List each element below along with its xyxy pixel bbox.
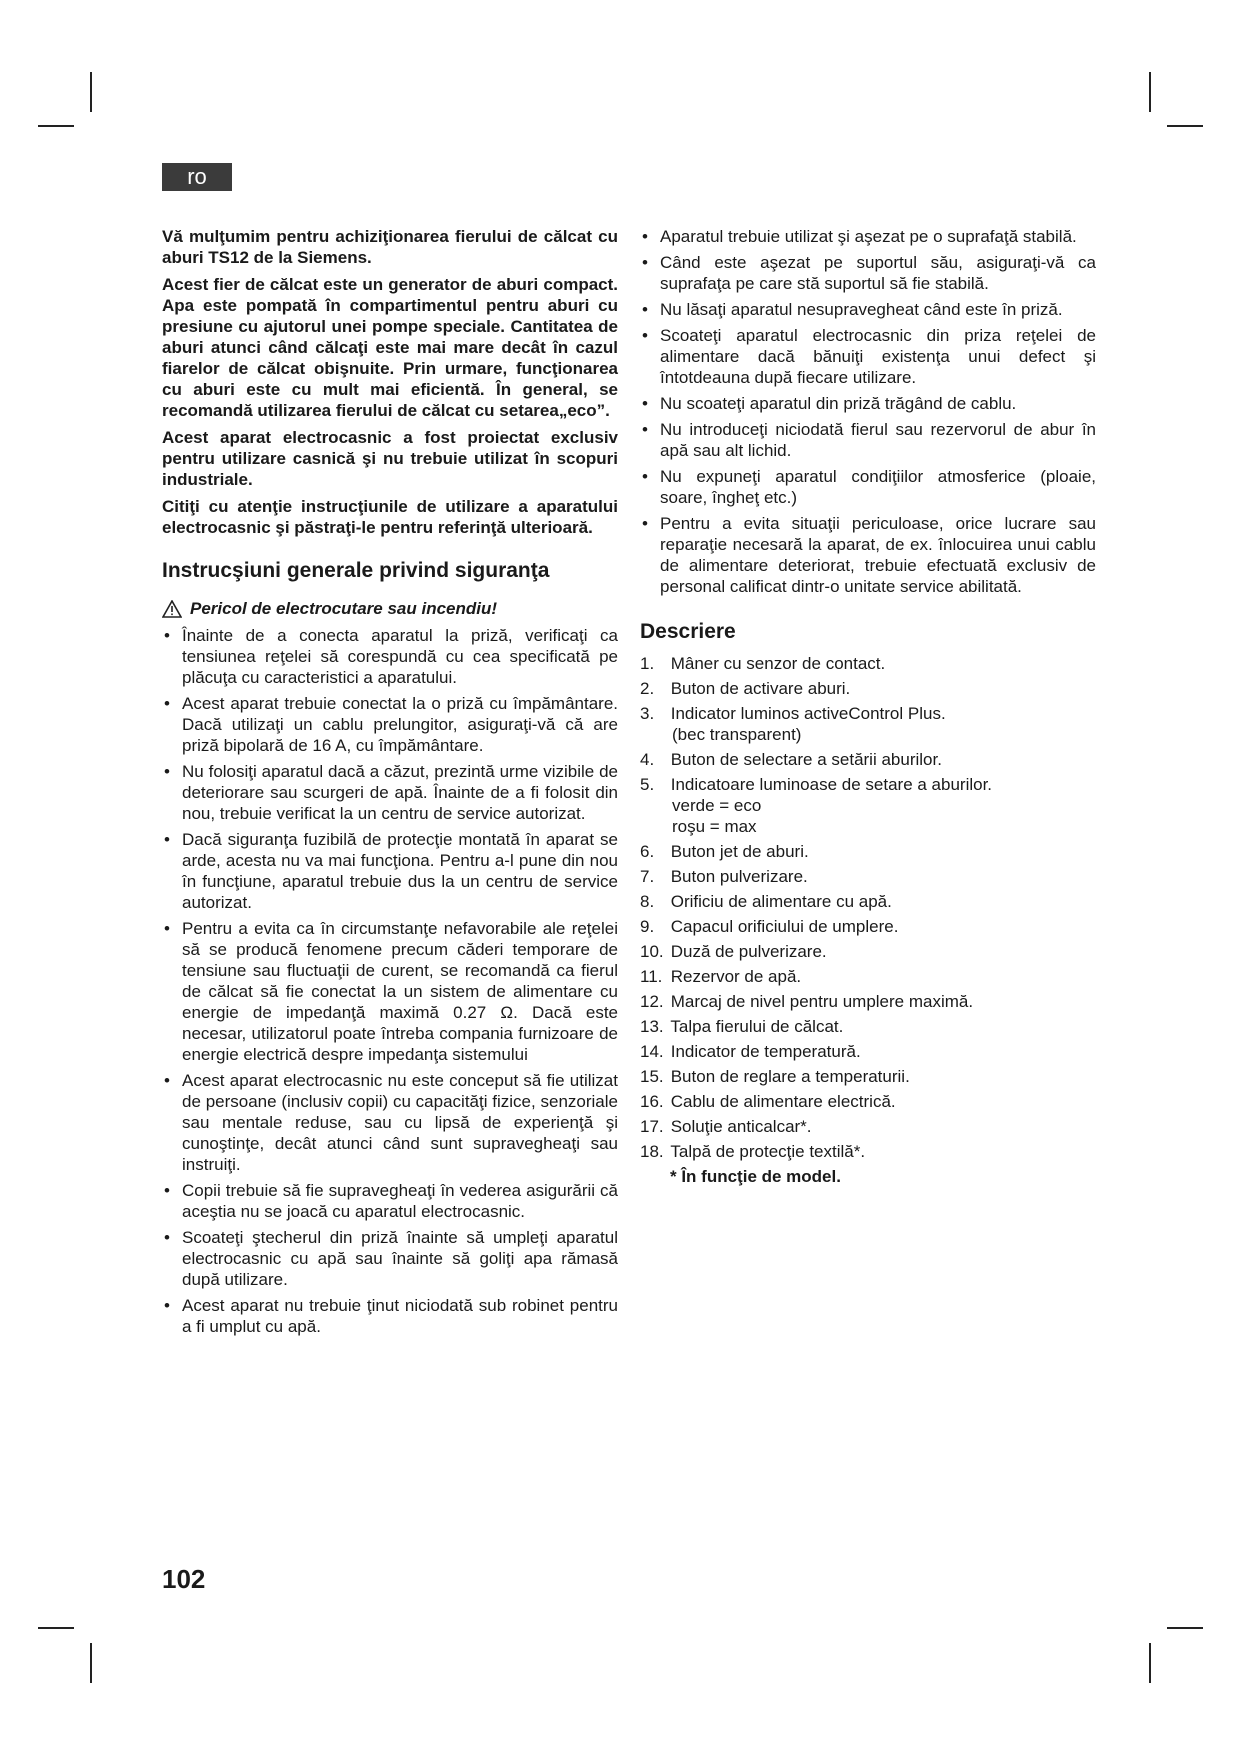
safety-item: • Copii trebuie să fie supravegheaţi în vederea asigurării că aceştia nu se joacă cu aparatul electrocasnic. <box>162 1180 618 1222</box>
safety-item: • Dacă siguranţa fuzibilă de protecţie montată în aparat se arde, acesta nu va mai funcţiona. Pentru a-l pune din nou în funcţiune, aparatul trebuie dus la un centru de service autorizat. <box>162 829 618 913</box>
item-text: Mâner cu senzor de contact. <box>666 654 886 673</box>
description-item <box>640 703 1096 745</box>
safety-item: • Înainte de a conecta aparatul la priză, verificaţi ca tensiunea reţelei să corespundă cu cea specificată pe plăcuţa cu caracteristici a aparatului. <box>162 625 618 688</box>
item-text: Talpă de protecţie textilă*. <box>666 1142 866 1161</box>
item-text: Duză de pulverizare. <box>666 942 827 961</box>
safety-heading: Instrucşiuni generale privind siguranţa <box>162 559 550 582</box>
item-number: 13. <box>640 1017 664 1036</box>
description-item <box>640 941 1096 962</box>
description-item <box>640 1091 1096 1112</box>
crop-mark <box>1149 1643 1151 1683</box>
description-item <box>640 1141 1096 1162</box>
item-number: 4. <box>640 750 655 769</box>
safety-item: • Scoateţi aparatul electrocasnic din priza reţelei de alimentare dacă bănuiţi existenţa unui defect şi întotdeauna după fiecare utilizare. <box>640 325 1096 388</box>
item-text: Cablu de alimentare electrică. <box>666 1092 896 1111</box>
crop-mark <box>1167 125 1203 127</box>
safety-item: • Nu introduceţi niciodată fierul sau rezervorul de abur în apă sau alt lichid. <box>640 419 1096 461</box>
model-note: * În funcţie de model. <box>670 1167 841 1186</box>
item-number: 18. <box>640 1142 664 1161</box>
item-subtext: verde = eco <box>672 796 762 815</box>
description-list <box>640 653 1096 1162</box>
description-item <box>640 991 1096 1012</box>
safety-item: • Acest aparat trebuie conectat la o priză cu împământare. Dacă utilizaţi un cablu prelungitor, asiguraţi-vă că are priză bipolară de 16 A, cu împământare. <box>162 693 618 756</box>
warning-line <box>162 598 618 619</box>
item-text: Buton de activare aburi. <box>666 679 851 698</box>
item-text: Indicator luminos activeControl Plus. <box>666 704 946 723</box>
safety-item: • Pentru a evita situaţii periculoase, orice lucrare sau reparaţie necesară la aparat, de ex. înlocuirea unui cablu de alimentare deteriorat, trebuie efectuată exclusiv de personal calificat dintr-o unitate service abilitată. <box>640 513 1096 597</box>
description-item <box>640 653 1096 674</box>
safety-item: • Nu folosiţi aparatul dacă a căzut, prezintă urme vizibile de deteriorare sau scurgeri de apă. Înainte de a fi folosit din nou, trebuie verificat la un centru de service autorizat. <box>162 761 618 824</box>
description-item <box>640 749 1096 770</box>
crop-mark <box>1167 1627 1203 1629</box>
description-heading: Descriere <box>640 620 736 643</box>
item-subtext: roşu = max <box>672 817 757 836</box>
crop-mark <box>38 1627 74 1629</box>
description-item <box>640 891 1096 912</box>
item-text: Buton de reglare a temperaturii. <box>666 1067 910 1086</box>
item-number: 16. <box>640 1092 664 1111</box>
item-number: 15. <box>640 1067 664 1086</box>
safety-item: • Scoateţi ştecherul din priză înainte să umpleţi aparatul electrocasnic cu apă sau înainte să goliţi apa rămasă după utilizare. <box>162 1227 618 1290</box>
description-item <box>640 841 1096 862</box>
safety-item: • Acest aparat electrocasnic nu este conceput să fie utilizat de persoane (inclusiv copii) cu capacităţi fizice, senzoriale sau mentale reduse, sau cu lipsă de experienţă şi cunoştinţe, decât atunci când sunt supravegheaţi sau instruiţi. <box>162 1070 618 1175</box>
item-text: Capacul orificiului de umplere. <box>666 917 899 936</box>
intro-paragraph: Citiţi cu atenţie instrucţiunile de utilizare a aparatului electrocasnic şi păstraţi-le pentru referinţă ulterioară. <box>162 497 618 537</box>
item-number: 5. <box>640 775 655 794</box>
description-item <box>640 1041 1096 1062</box>
item-text: Buton pulverizare. <box>666 867 808 886</box>
description-item <box>640 966 1096 987</box>
item-number: 1. <box>640 654 655 673</box>
crop-mark <box>90 72 92 112</box>
safety-item: • Aparatul trebuie utilizat şi aşezat pe o suprafaţă stabilă. <box>640 226 1096 247</box>
language-tab: ro <box>162 163 232 191</box>
description-item <box>640 678 1096 699</box>
safety-list-left <box>162 625 618 1337</box>
crop-mark <box>38 125 74 127</box>
item-number: 2. <box>640 679 655 698</box>
description-item <box>640 1116 1096 1137</box>
crop-mark <box>1149 72 1151 112</box>
item-text: Indicator de temperatură. <box>666 1042 861 1061</box>
safety-item: • Acest aparat nu trebuie ţinut niciodată sub robinet pentru a fi umplut cu apă. <box>162 1295 618 1337</box>
item-number: 11. <box>640 967 663 986</box>
intro-paragraph: Acest aparat electrocasnic a fost proiectat exclusiv pentru utilizare casnică şi nu trebuie utilizat în scopuri industriale. <box>162 428 618 489</box>
intro-paragraph: Vă mulţumim pentru achiziţionarea fierului de călcat cu aburi TS12 de la Siemens. <box>162 227 618 267</box>
item-number: 12. <box>640 992 664 1011</box>
item-text: Marcaj de nivel pentru umplere maximă. <box>666 992 974 1011</box>
description-item <box>640 1016 1096 1037</box>
item-number: 7. <box>640 867 655 886</box>
item-text: Buton de selectare a setării aburilor. <box>666 750 942 769</box>
item-number: 17. <box>640 1117 664 1136</box>
item-text: Soluţie anticalcar*. <box>666 1117 812 1136</box>
safety-item: • Când este aşezat pe suportul său, asiguraţi-vă ca suprafaţa pe care stă suportul să fie stabilă. <box>640 252 1096 294</box>
item-subtext: (bec transparent) <box>672 725 802 744</box>
safety-item: • Pentru a evita ca în circumstanţe nefavorabile ale reţelei să se producă fenomene precum căderi temporare de tensiune sau fluctuaţii de curent, se recomandă ca fierul de călcat să fie conectat la un sistem de alimentare cu energie de impedanţă maximă 0.27 Ω. Dacă este necesar, utilizatorul poate întreba compania furnizoare de energie electrică despre impedanţa sistemului <box>162 918 618 1065</box>
description-item <box>640 774 1096 837</box>
item-text: Indicatoare luminoase de setare a aburilor. <box>666 775 993 794</box>
crop-mark <box>90 1643 92 1683</box>
item-text: Rezervor de apă. <box>666 967 802 986</box>
page-number: 102 <box>162 1564 206 1594</box>
description-item <box>640 916 1096 937</box>
right-column <box>640 226 1096 1187</box>
safety-list-right <box>640 226 1096 597</box>
safety-item: • Nu expuneţi aparatul condiţiilor atmosferice (ploaie, soare, îngheţ etc.) <box>640 466 1096 508</box>
item-number: 6. <box>640 842 655 861</box>
description-item <box>640 866 1096 887</box>
item-text: Orificiu de alimentare cu apă. <box>666 892 892 911</box>
item-number: 14. <box>640 1042 664 1061</box>
safety-item: • Nu scoateţi aparatul din priză trăgând de cablu. <box>640 393 1096 414</box>
intro-section <box>162 226 618 538</box>
warning-text: Pericol de electrocutare sau incendiu! <box>190 599 498 618</box>
left-column <box>162 226 618 1342</box>
item-number: 10. <box>640 942 664 961</box>
warning-triangle-icon <box>162 600 182 618</box>
description-item <box>640 1066 1096 1087</box>
item-number: 8. <box>640 892 655 911</box>
intro-paragraph: Acest fier de călcat este un generator de aburi compact. Apa este pompată în compartimentul pentru aburi cu presiune cu ajutorul unei pompe speciale. Cantitatea de aburi atunci când călcaţi este mai mare decât în cazul fiarelor de călcat obişnuite. Prin urmare, funcţionarea cu aburi este cu mult mai eficientă. În general, se recomandă utilizarea fierului de călcat cu setarea„eco”. <box>162 275 618 420</box>
item-text: Buton jet de aburi. <box>666 842 809 861</box>
item-text: Talpa fierului de călcat. <box>666 1017 844 1036</box>
safety-item: • Nu lăsaţi aparatul nesupravegheat când este în priză. <box>640 299 1096 320</box>
item-number: 3. <box>640 704 655 723</box>
item-number: 9. <box>640 917 655 936</box>
